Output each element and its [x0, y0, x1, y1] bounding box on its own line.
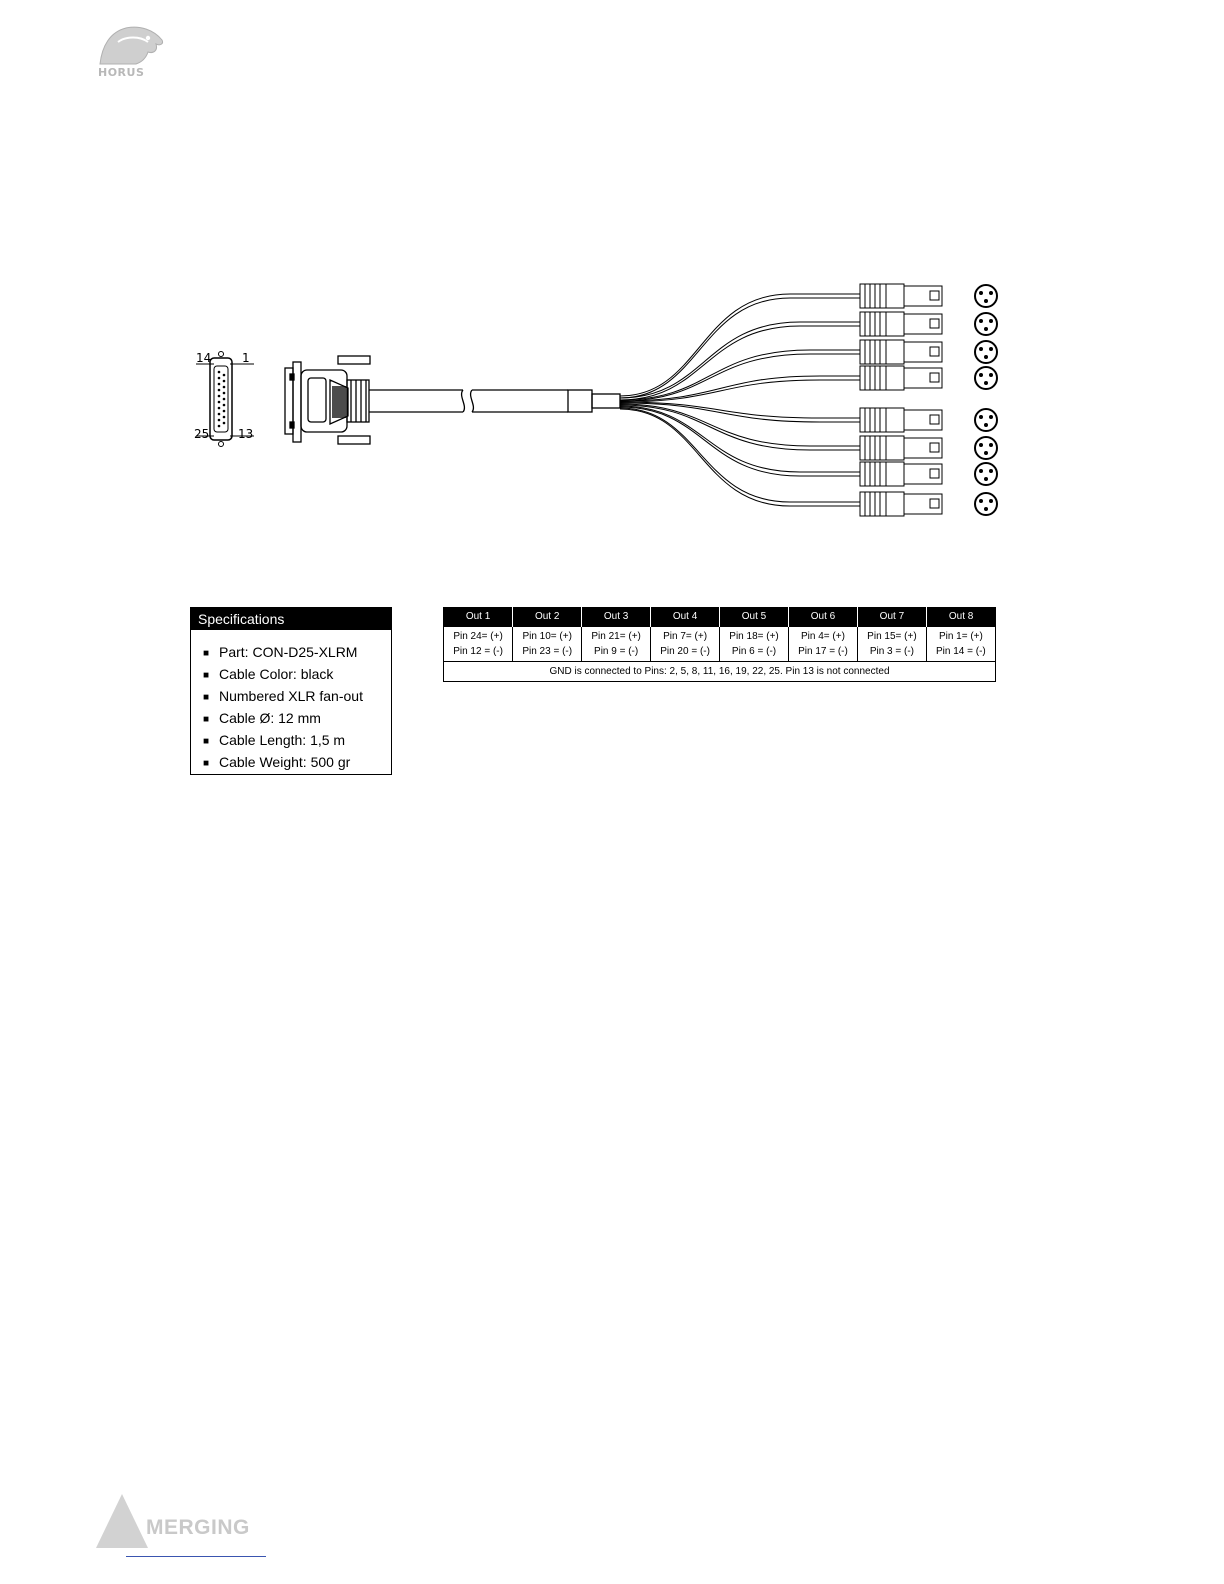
pin-label-14: 14 — [196, 351, 212, 365]
spec-item — [203, 708, 391, 730]
pin-minus: Pin 14 = (-) — [936, 646, 986, 657]
spec-item-text: Cable Ø: 12 mm — [219, 710, 321, 726]
pin-minus: Pin 20 = (-) — [660, 646, 710, 657]
pin-minus: Pin 6 = (-) — [731, 646, 777, 657]
fanout-wires — [620, 294, 860, 506]
d25-pin-face — [194, 351, 254, 447]
pin-plus: Pin 10= (+) — [522, 631, 572, 642]
pinout-header-out7: Out 7 — [858, 607, 927, 627]
specifications-list — [191, 630, 391, 774]
pinout-cell-out7 — [858, 627, 927, 662]
pinout-header-out2: Out 2 — [513, 607, 582, 627]
xlr-connector-8 — [860, 492, 997, 516]
spec-item — [203, 686, 391, 708]
pin-label-25: 25 — [194, 427, 210, 441]
pinout-cell-out5 — [720, 627, 789, 662]
bullet-icon: ■ — [203, 670, 210, 681]
pin-minus: Pin 3 = (-) — [869, 646, 914, 657]
spec-item-text: Numbered XLR fan-out — [219, 688, 363, 704]
bullet-icon: ■ — [203, 648, 210, 659]
pinout-cell-out2 — [513, 627, 582, 662]
spec-item — [203, 752, 391, 774]
pin-minus: Pin 23 = (-) — [522, 646, 573, 657]
bullet-icon: ■ — [203, 758, 210, 769]
pin-label-1: 1 — [242, 351, 250, 365]
bullet-icon: ■ — [203, 714, 210, 725]
pinout-header-out6: Out 6 — [788, 607, 857, 627]
pinout-header-out8: Out 8 — [926, 607, 995, 627]
pin-plus: Pin 15= (+) — [867, 631, 917, 642]
pinout-table — [443, 607, 996, 682]
xlr-connector-5 — [860, 408, 997, 432]
d25-connector — [285, 356, 370, 444]
pin-plus: Pin 21= (+) — [591, 631, 641, 642]
cable-diagram — [180, 270, 1040, 530]
xlr-connector-2 — [860, 312, 997, 336]
xlr-connector-7 — [860, 462, 997, 486]
bullet-icon: ■ — [203, 692, 210, 703]
pin-label-13: 13 — [238, 427, 254, 441]
pinout-cell-out4 — [651, 627, 720, 662]
xlr-connectors — [860, 284, 997, 516]
pin-minus: Pin 17 = (-) — [798, 646, 848, 657]
xlr-connector-4 — [860, 366, 997, 390]
spec-item — [203, 730, 391, 752]
horus-logo — [96, 24, 168, 82]
pinout-cell-out8 — [926, 627, 995, 662]
pinout-header-out5: Out 5 — [720, 607, 789, 627]
main-cable — [369, 390, 620, 412]
pinout-cell-out1 — [444, 627, 513, 662]
pin-plus: Pin 1= (+) — [938, 631, 983, 642]
spec-item — [203, 664, 391, 686]
pinout-gnd-row — [444, 662, 996, 682]
spec-item-text: Part: CON-D25-XLRM — [219, 644, 358, 660]
spec-item — [203, 642, 391, 664]
pinout-header-row — [444, 607, 996, 627]
xlr-connector-1 — [860, 284, 997, 308]
xlr-connector-6 — [860, 436, 997, 460]
specifications-box — [190, 607, 392, 775]
bullet-icon: ■ — [203, 736, 210, 747]
merging-logo — [96, 1494, 286, 1550]
pin-plus: Pin 18= (+) — [729, 631, 779, 642]
pinout-header-out3: Out 3 — [582, 607, 651, 627]
pin-plus: Pin 7= (+) — [663, 631, 708, 642]
pinout-header-out4: Out 4 — [651, 607, 720, 627]
pinout-header-out1: Out 1 — [444, 607, 513, 627]
merging-logo-text: MERGING — [146, 1516, 250, 1539]
pinout-row — [444, 627, 996, 662]
pinout-cell-out6 — [788, 627, 857, 662]
spec-item-text: Cable Color: black — [219, 666, 334, 682]
xlr-connector-3 — [860, 340, 997, 364]
specifications-title: Specifications — [191, 608, 391, 630]
pinout-cell-out3 — [582, 627, 651, 662]
pin-minus: Pin 9 = (-) — [594, 646, 639, 657]
pin-plus: Pin 24= (+) — [453, 631, 503, 642]
pin-plus: Pin 4= (+) — [801, 631, 845, 642]
falcon-head-icon — [96, 24, 168, 68]
gnd-note: GND is connected to Pins: 2, 5, 8, 11, 16, 19, 22, 25. Pin 13 is not connected — [444, 662, 996, 682]
spec-item-text: Cable Weight: 500 gr — [219, 754, 351, 770]
pin-minus: Pin 12 = (-) — [453, 646, 503, 657]
spec-item-text: Cable Length: 1,5 m — [219, 732, 346, 748]
footer-link-underline — [126, 1556, 266, 1557]
horus-logo-text: HORUS — [98, 66, 145, 79]
